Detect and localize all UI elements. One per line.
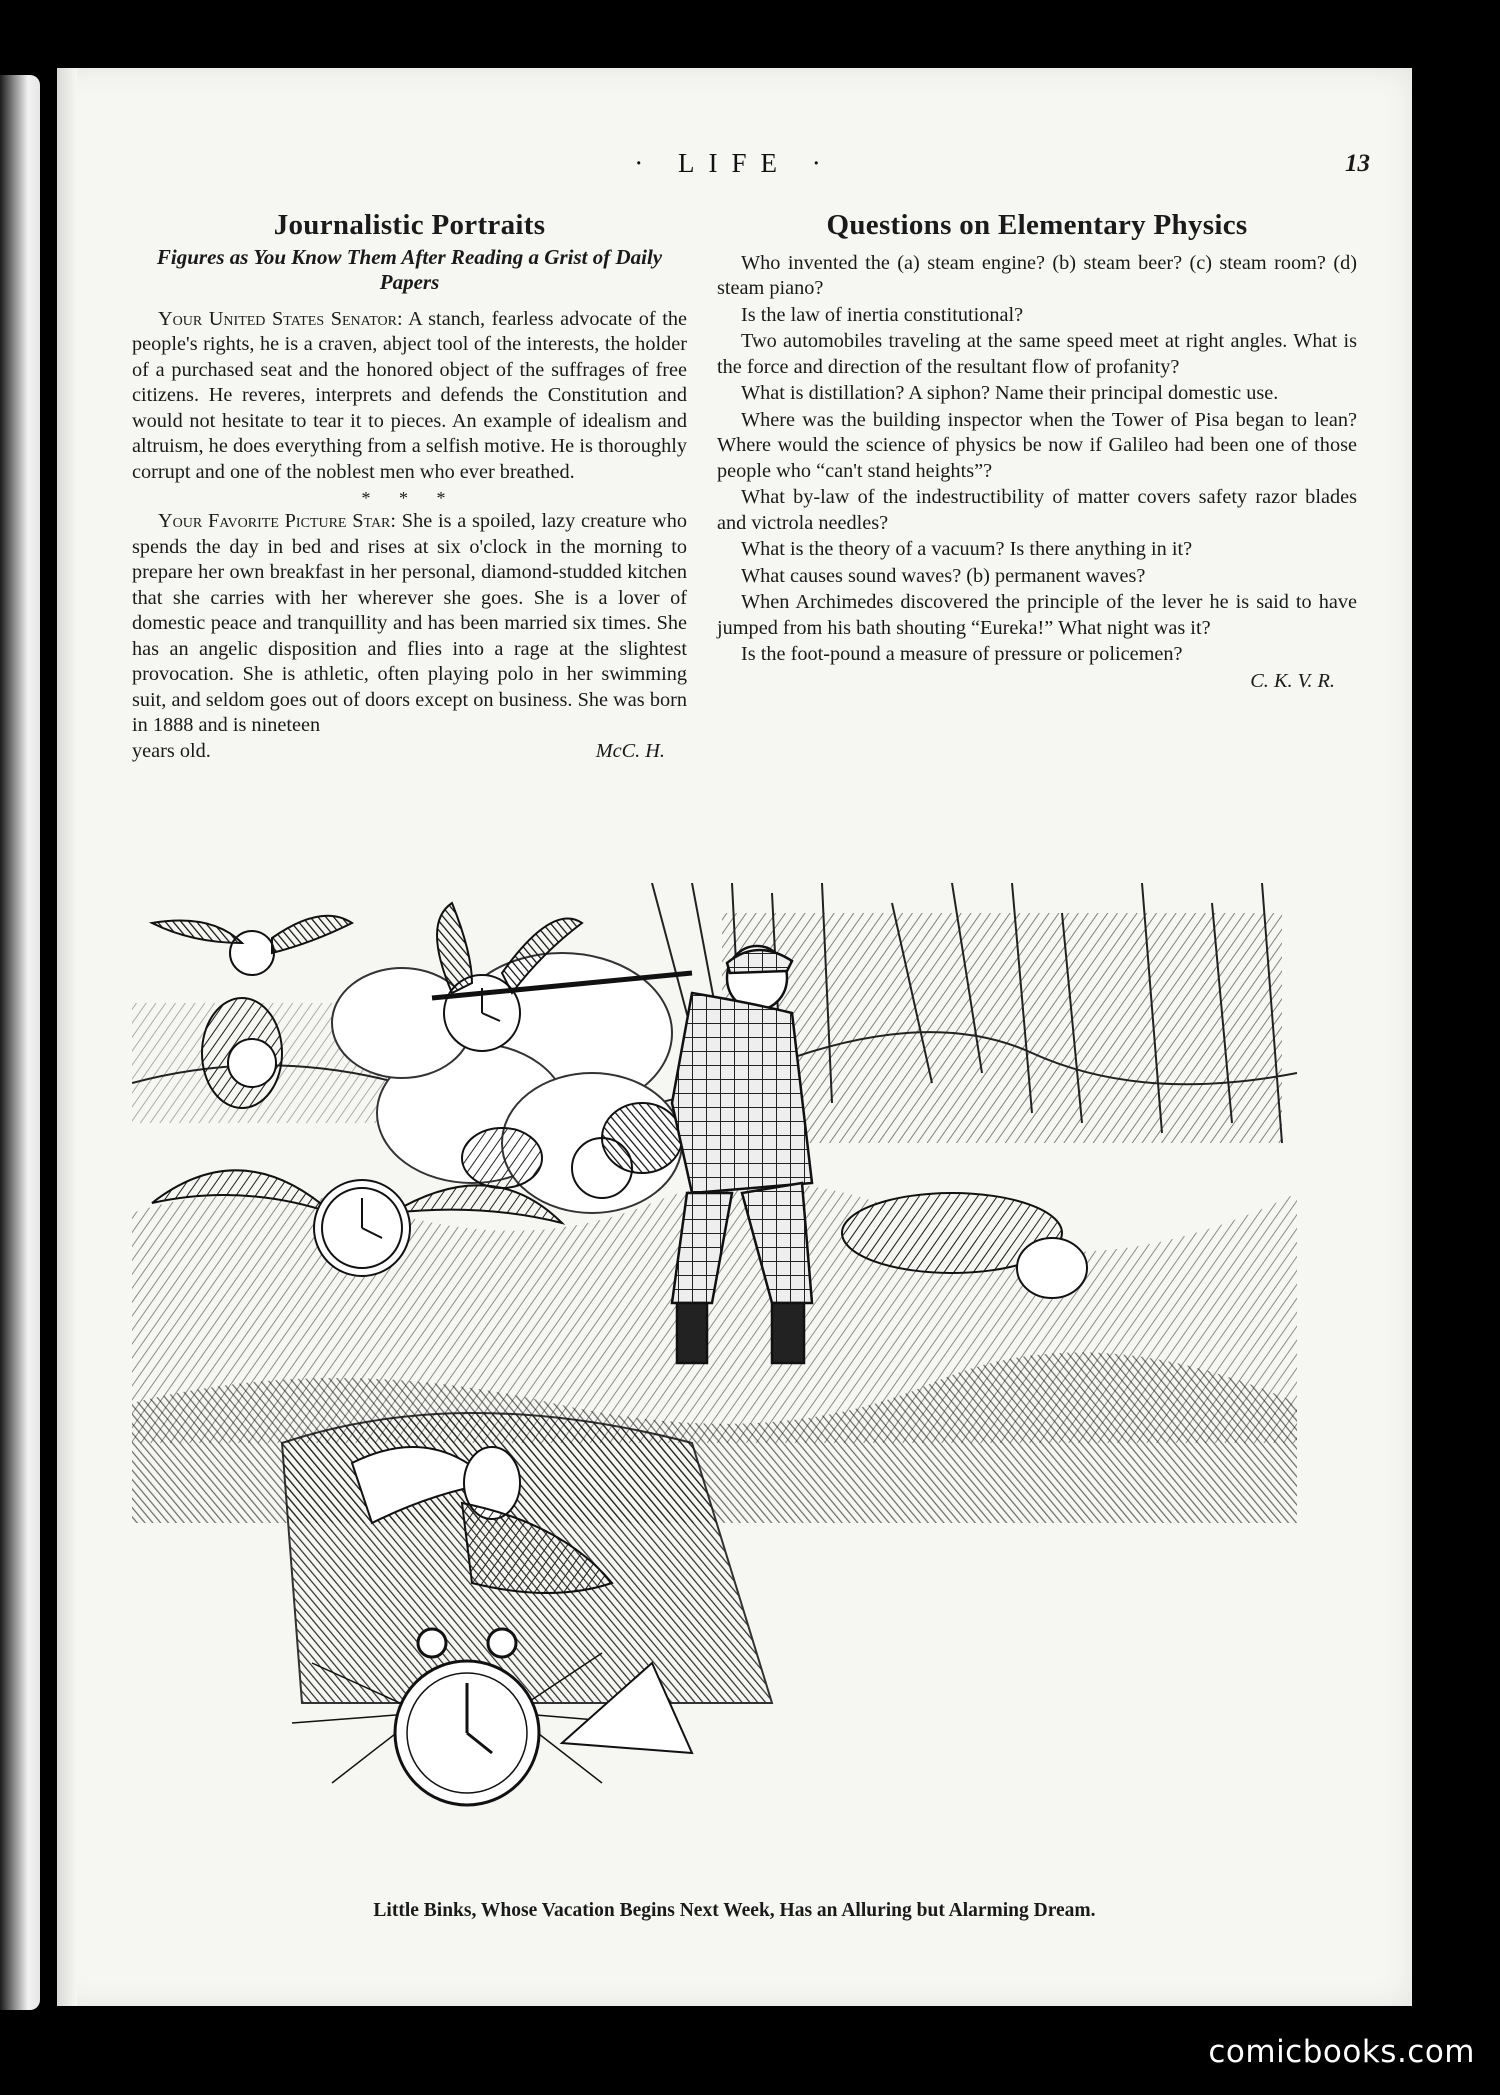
question-item: Is the foot-pound a measure of pressure or policemen? (741, 643, 1183, 665)
closing-line (132, 739, 687, 765)
right-column-article (717, 209, 1357, 694)
paragraph-body: A stanch, fearless advocate of the people's rights, he is a craven, abject tool of the interests, the holder of a purchased seat and the honored object of the suffrages of free citizens. He reveres, interprets and defends the Constitution and would not hesitate to tear it to pieces. An example of idealism and altruism, he does everything from a selfish motive. He is thoroughly corrupt and one of the noblest men who ever breathed. (132, 307, 688, 483)
facing-page-edge (0, 75, 40, 2010)
question-item: When Archimedes discovered the principle of the lever he is said to have jumped from his bath shouting “Eureka!” What night was it? (717, 591, 1357, 639)
section-separator: * * * (361, 488, 458, 508)
source-watermark: comicbooks.com (1208, 2034, 1475, 2070)
paragraph-senator (132, 307, 687, 486)
question-item: What is distillation? A siphon? Name their principal domestic use. (741, 382, 1279, 404)
illustration-caption: Little Binks, Whose Vacation Begins Next Week, Has an Alluring but Alarming Dream. (373, 1900, 1096, 1921)
question-item: Who invented the (a) steam engine? (b) steam beer? (c) steam room? (d) steam piano? (717, 251, 1357, 299)
cartoon-illustration (132, 883, 1297, 1863)
question-item: Where was the building inspector when the Tower of Pisa began to lean? Where would the science of physics be now if Galileo had been one of those people who “can't stand heights”? (717, 408, 1357, 482)
question-item: Is the law of inertia constitutional? (741, 303, 1024, 326)
running-head: · LIFE · (634, 148, 835, 178)
hunting-dream-drawing (132, 883, 1297, 1863)
article-subtitle: Figures as You Know Them After Reading a Grist of Daily Papers (156, 244, 663, 294)
question-item: What is the theory of a vacuum? Is there anything in it? (741, 538, 1193, 560)
article-title: Questions on Elementary Physics (826, 209, 1248, 241)
paragraph-body: She is a spoiled, lazy creature who spends the day in bed and rises at six o'clock in the morning to prepare her own breakfast in her personal, diamond-studded kitchen that she carries with her wherever she goes. She is a lover of domestic peace and tranquillity and has been married six times. She has an angelic disposition and flies into a rage at the slightest provocation. She is athletic, often playing polo in her swimming suit, and seldom goes out of doors except on business. She was born in 1888 and is nineteen (132, 510, 687, 736)
closing-text: years old. (132, 739, 211, 762)
magazine-page (57, 68, 1412, 2006)
hunting-dog (462, 1128, 542, 1188)
paragraph-lead: Your United States Senator: (158, 307, 403, 330)
author-signature: C. K. V. R. (1250, 669, 1335, 692)
question-item: Two automobiles traveling at the same speed meet at right angles. What is the force and direction of the resultant flow of profanity? (717, 330, 1357, 378)
left-column-article (132, 209, 688, 764)
article-title: Journalistic Portraits (273, 209, 546, 241)
question-item: What by-law of the indestructibility of matter covers safety razor blades and victrola needles? (717, 486, 1357, 534)
falling-clock-bird (202, 998, 282, 1108)
author-signature: McC. H. (595, 739, 665, 762)
page-number: 13 (1345, 150, 1370, 177)
paragraph-picture-star (132, 509, 687, 739)
paragraph-lead: Your Favorite Picture Star: (158, 510, 397, 532)
question-item: What causes sound waves? (b) permanent waves? (741, 564, 1146, 587)
page-gutter-shadow (57, 68, 77, 2006)
